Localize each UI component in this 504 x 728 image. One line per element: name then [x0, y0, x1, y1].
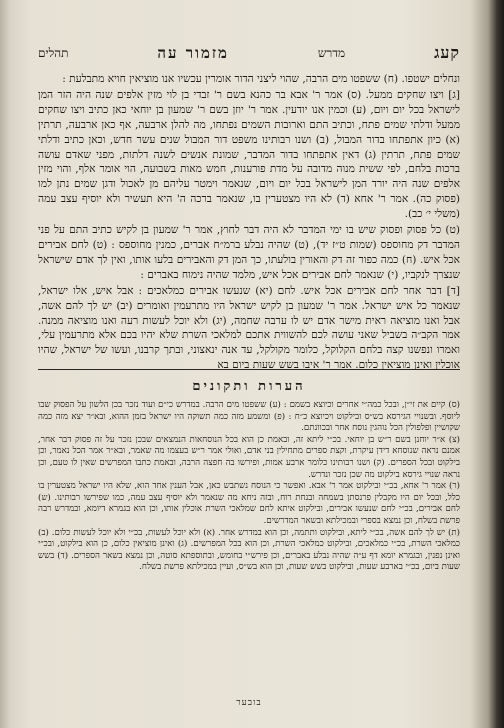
running-head-right-label: מדרש	[317, 45, 346, 60]
note-paragraph: (ס) קיים את זי״ן, ובכל כמה״י אחרים וכיוצא בשמם : (ע) ששפטו מים הרבה. במדרש כי״ם ועוד נזכר בכן הלשון על הפסוק שבו ליוסף. ובשנויי הגירסא בש״ס ובילקוט ויכיוצא כ״ח : (פ) ומשמע מזה כמה תשוקה היו ישראל בזמן ההוא, ובא״ר יצא מזה כמה שקושיין ופלפולין הכל נוהגין נוסח אחר ובכוונתם.	[38, 400, 460, 434]
main-paragraph: [ג] ויצו שחקים ממעל. (ס) אמר ר' אבא בר כהנא בשם ר' זבדי בן לוי מזין אלפים שנה היה הזר המן לישראל בכל יום ויום, (ע) וכמין אנו יודעין. אמר ר' יוזן בשם ר' שמעון בן יוחאי כאן כתיב ויצו שחקים ממעל ודלתי שמים פתח, וכתיב התם וארובות השמים נפתחו, מה להלן ארבעה, אף כאן ארבעה, תרתין (א) כיון אתפתחו בדור המבול, (ב) ושנו רבותינו משפט דור המבול שנים עשר חדש, וכאן כתיב ודלתי שמים פתח, תרתין (ג) דאין אתפתחו בדור המדבר, שמונת אנשים לשנה דלתות, מפני שאדם עושה ברכות בלחם, לפי ששית מנוה מדובה על מדת פורענות, חמש מאות בשבועה, הוי אומר אלף, והוי מזין אלפים שנה היה יורד המן לישראל בכל יום ויום, שנאמר וימטר עליהם מן לאכול ודגן שמים נתן למו (פסוק כה). אמר ר' אחא (ד) לא היו מצטערין בו, שנאמר ברכה ה' היא תעשיר ולא יוסיף עצב עמה (משלי י׳ כב).	[38, 88, 460, 221]
notes-section	[38, 400, 460, 700]
note-paragraph: (ת) יש לך להם אשה, בכ״י ליתא, ובילקוט ותתמה, וכן הוא במדרש אחר. (א) ולא יוכל לעשות, בכ״י ולא יוכל לעשות כלום. (ב) כמלאכי השרת, בכ״י כמלאכים, ובילקוט כמלאכי השרת, וכן הוא בכל המפרשים. (ג) ואינן מוציאין כלום, כן הוא בילקוט, ובכ״י ואינן נפנין, ובגמרא יומא דף ע״ה שהיה נבלע באברים, וכן פירש״י בחומש, ובתוספתא סוטה, וכן נמצא בשאר הספרים. (ד) בשש שעות ביום, בכ״י בארבע שעות, ובילקוט בשש שעות, וכן הוא בש״ס, ועיין במכילתא פרשת בשלח.	[38, 527, 460, 573]
note-paragraph: (ר) אמר ר' אחא, בכ״י ובילקוט אמר ר' אבא. ואפשר כי הנוסח נשתבש כאן, אבל הענין אחד הוא, שלא היו ישראל מצטערין בו כלל, ובכל יום היו מקבלין פרנסתן בשמחה ובנחת רוח, ובזה ניחא מה שנאמר ולא יוסיף עצב עמה, כמו שפירשו רבותינו. (ש) לחם אבירים, בכ״י לחם שנעשו אבירים, ובילקוט איתא לחם שמלאכי השרת אוכלין אותו, וכן הוא בגמרא דיומא, ובמדרש רבה פרשת בשלח, וכן נמצא בספרי ובמכילתא ובשאר המדרשים.	[38, 481, 460, 526]
main-paragraph: [ד] דבר אחר לחם אבירים אכל איש. לחם (יא) שנעשו אבירים כמלאכים : אבל איש, אלו ישראל, שנאמר כל איש ישראל. אמר ר' שמעון בן לקיש ישראל היו מתרעמין ואומרים (יב) יש לך להם אשה, אבל ואנו מוציאה ראית מישר אדם יש לו ערבה שחמה, (יג) ולא יוכל לעשות רעה ואנו מוציאה ממנה. אמר הקב״ה בשביל שאני עושה לכם להשווית אתכם למלאכי השרת שלא יהיו בכם אלא מתרעמין עלי, ואמרו ונפשנו קצה בלחם הקלוקל, כלומר מקולקל, עד אנה ינאצוני, ובתך קרבנו, ועשו של ישראל, שהיו אוכלין ואינן מוציאין כלום. אמר ר' איבו בשש שעות ביום בא	[38, 284, 460, 372]
note-paragraph: (צ) א״ר יוחנן בשם ר״ש בן יוחאי. בכ״י ליתא זה, ובאמת כן הוא בכל הנוסחאות הנמצאים שבכן נזכר על זה פסוק דבר אחר, אמנם נראה שנוסחא דידן עיקרת, וקצת ספרים מתחילין בני אדם, ואולי אמר ר״ש בעצמו מה שאמר, ובא״ר אמר הכל נאמר, וכן בילקוט ובכל הספרים. (ק) ושנו רבותינו כלומר ארבע אמות, ופירשו בה חפצה הרבה, ובאמת כתבו המפרשים שאין לו טעם, וכן נראה שנויי גירסא בילקוט מה שכן נזכר ונדרש.	[38, 434, 460, 480]
printer-signature: בובער	[236, 698, 262, 708]
running-head-title: מזמור עה	[157, 43, 229, 62]
notes-title: הערות ותקונים	[192, 379, 306, 394]
main-paragraph: (ט) כל פסוק ופסוק שיש בו ימי המדבר לא היה דבר לחוץ, אמר ר' שמעון בן לקיש כתיב התם על פני המדבר דק מחוספס (שמות ט״ז יד), (ט) שהיה נבלע ברמ״ח אברים, כמנין מחוספס : (ט) לחם אבירים אכל איש. (ח) כמה כפור זה דק והאורין בולעתו, כך המן דק והאבירים בלעו אותו, ואין לך אדם שישראל שנצרך לנקביו, (י) שנאמר לחם אבירים אכל איש, מלמד שהיה נימוח באברים :	[38, 224, 460, 281]
book-page	[38, 22, 460, 712]
main-paragraph: ונחלים ישטפו. (ח) ששפטו מים הרבה, שהוי ליצני הדור אומרין עכשיו אנו מוציאין חויא מתבלעת :	[62, 73, 460, 85]
section-divider	[38, 369, 460, 370]
page-number: קעג	[434, 43, 460, 62]
running-head	[38, 40, 460, 66]
running-head-left-label: תהלים	[38, 45, 69, 60]
main-text	[38, 72, 460, 372]
